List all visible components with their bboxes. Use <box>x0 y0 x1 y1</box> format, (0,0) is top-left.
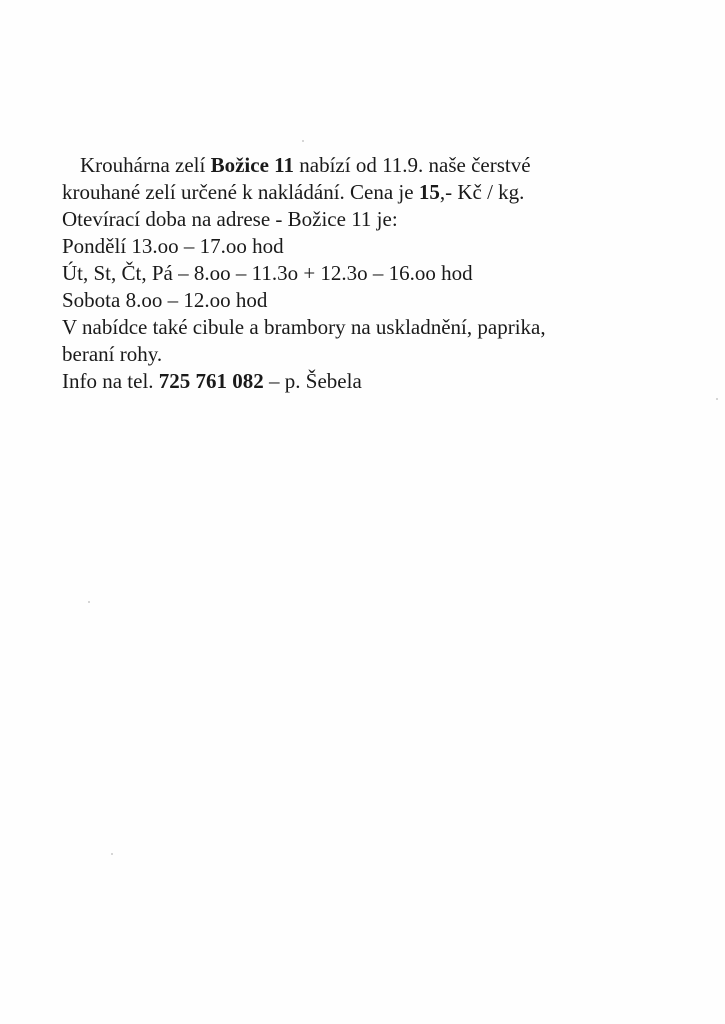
phone-number: 725 761 082 <box>158 369 264 393</box>
notice-line-2 <box>62 179 662 206</box>
scan-speck <box>88 601 90 603</box>
text-run: – p. Šebela <box>263 369 362 393</box>
text-run: nabízí od 11.9. naše čerstvé <box>294 153 531 177</box>
contact-line <box>62 368 662 395</box>
offer-line-1: V nabídce také cibule a brambory na uskladnění, paprika, <box>62 315 546 339</box>
text-run: krouhané zelí určené k nakládání. Cena je <box>62 180 419 204</box>
scan-speck <box>302 140 304 142</box>
offer-line-2: beraní rohy. <box>62 342 163 366</box>
hours-weekdays: Út, St, Čt, Pá – 8.oo – 11.3o + 12.3o – 16.oo hod <box>62 261 473 285</box>
notice-line-1 <box>62 152 662 179</box>
text-run: Krouhárna zelí <box>80 153 211 177</box>
opening-hours-heading: Otevírací doba na adrese - Božice 11 je: <box>62 207 398 231</box>
hours-monday: Pondělí 13.oo – 17.oo hod <box>62 234 284 258</box>
text-run: ,- Kč / kg. <box>439 180 525 204</box>
text-run: Info na tel. <box>62 369 159 393</box>
address-bold: Božice 11 <box>210 153 295 177</box>
scan-speck <box>111 853 113 855</box>
hours-saturday: Sobota 8.oo – 12.oo hod <box>62 288 268 312</box>
price-bold: 15 <box>418 180 440 204</box>
scan-speck <box>716 398 718 400</box>
notice-text <box>62 152 662 395</box>
